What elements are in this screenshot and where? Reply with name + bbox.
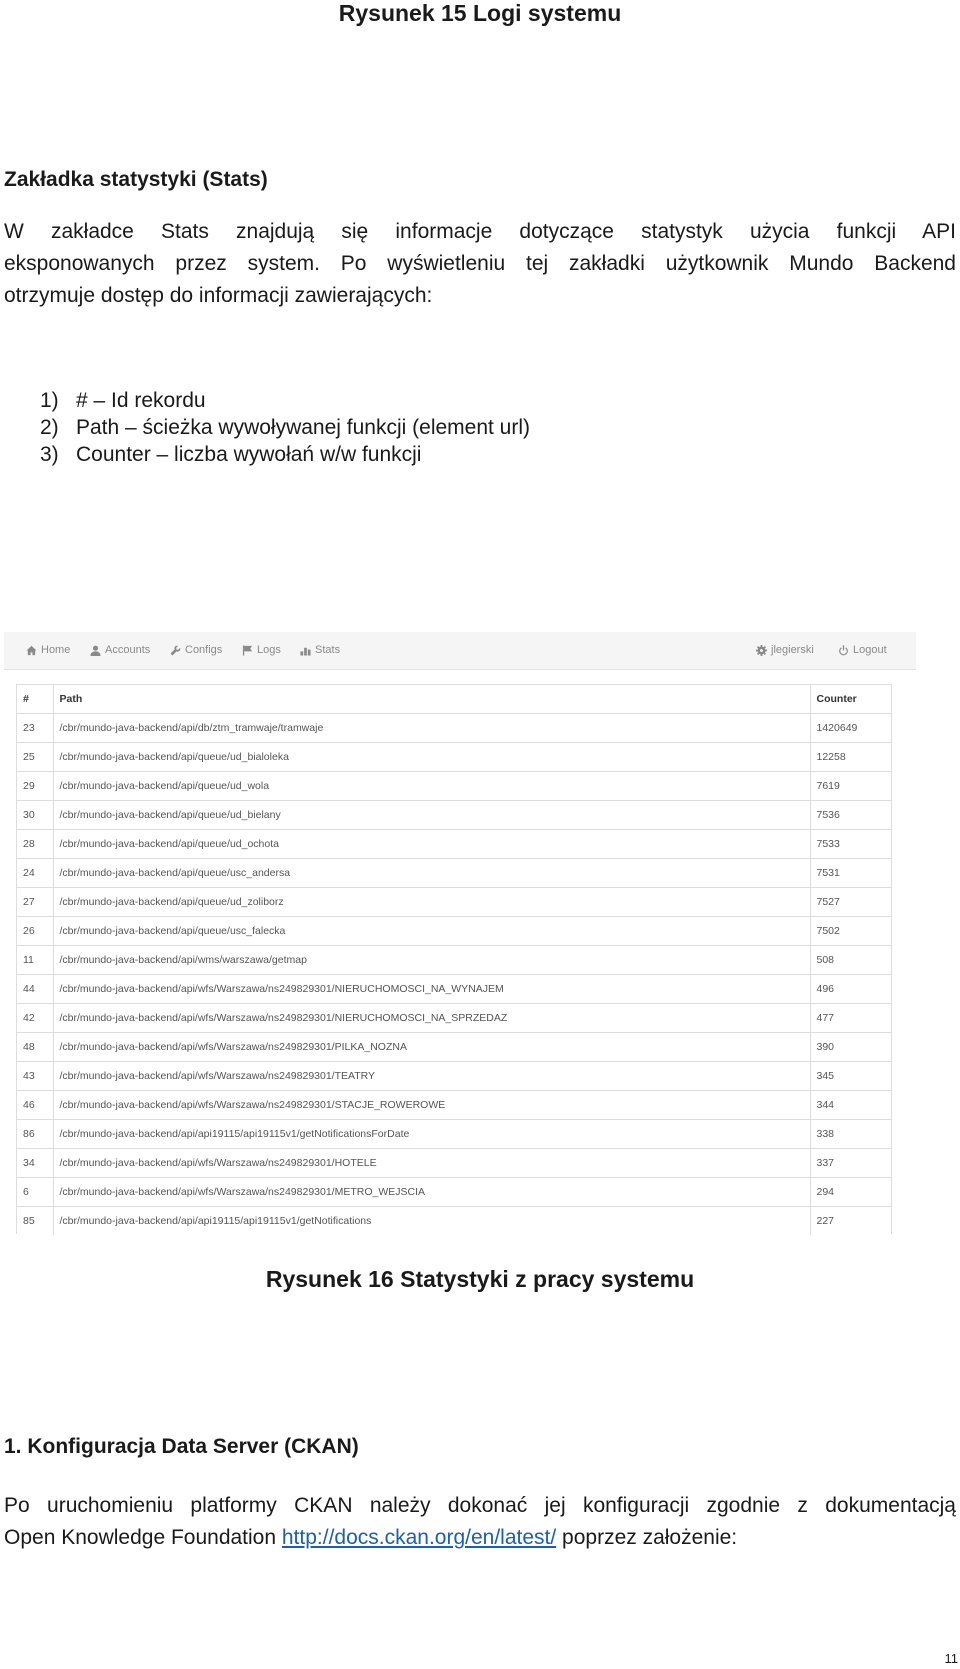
ckan-paragraph-line-2 bbox=[4, 1522, 956, 1554]
row-path-cell: /cbr/mundo-java-backend/api/queue/ud_zoliborz bbox=[53, 887, 810, 916]
user-icon bbox=[90, 645, 101, 656]
table-row bbox=[17, 1148, 891, 1177]
list-item-text: Counter – liczba wywołań w/w funkcji bbox=[76, 443, 422, 466]
row-counter-cell: 7619 bbox=[810, 771, 891, 800]
row-id-cell: 85 bbox=[17, 1206, 53, 1235]
table-header-row bbox=[17, 685, 891, 713]
ckan-docs-link[interactable]: http://docs.ckan.org/en/latest/ bbox=[281, 1526, 557, 1549]
stats-paragraph-line-2: eksponowanych przez system. Po wyświetleniu tej zakładki użytkownik Mundo Backend bbox=[4, 252, 956, 275]
nav-stats[interactable] bbox=[300, 644, 340, 656]
row-counter-cell: 7502 bbox=[810, 916, 891, 945]
bar-chart-icon bbox=[300, 645, 311, 656]
stats-field-list bbox=[40, 387, 530, 468]
row-id-cell: 48 bbox=[17, 1032, 53, 1061]
row-counter-cell: 7533 bbox=[810, 829, 891, 858]
row-path-cell: /cbr/mundo-java-backend/api/db/ztm_tramwaje/tramwaje bbox=[53, 713, 810, 742]
ckan-text-after-link: poprzez założenie: bbox=[556, 1526, 738, 1549]
page-number: 11 bbox=[944, 1651, 958, 1666]
row-id-cell: 23 bbox=[17, 713, 53, 742]
nav-logout[interactable] bbox=[838, 644, 887, 656]
row-path-cell: /cbr/mundo-java-backend/api/wfs/Warszawa/ns249829301/STACJE_ROWEROWE bbox=[53, 1090, 810, 1119]
nav-logs[interactable] bbox=[242, 644, 281, 656]
table-row bbox=[17, 1177, 891, 1206]
figure-15-caption: Rysunek 15 Logi systemu bbox=[338, 0, 622, 26]
list-item-number: 2) bbox=[40, 416, 59, 439]
ckan-paragraph bbox=[4, 1490, 956, 1554]
top-navbar bbox=[4, 632, 916, 670]
list-item bbox=[40, 414, 530, 441]
row-id-cell: 46 bbox=[17, 1090, 53, 1119]
row-counter-cell: 7527 bbox=[810, 887, 891, 916]
ckan-section-heading: 1. Konfiguracja Data Server (CKAN) bbox=[4, 1435, 359, 1458]
table-row bbox=[17, 1003, 891, 1032]
row-path-cell: /cbr/mundo-java-backend/api/queue/ud_bielany bbox=[53, 800, 810, 829]
row-id-cell: 28 bbox=[17, 829, 53, 858]
nav-logs-label: Logs bbox=[257, 644, 281, 656]
row-id-cell: 25 bbox=[17, 742, 53, 771]
flag-icon bbox=[242, 645, 253, 656]
row-counter-cell: 390 bbox=[810, 1032, 891, 1061]
row-path-cell: /cbr/mundo-java-backend/api/queue/usc_andersa bbox=[53, 858, 810, 887]
row-counter-cell: 7531 bbox=[810, 858, 891, 887]
row-path-cell: /cbr/mundo-java-backend/api/wfs/Warszawa/ns249829301/NIERUCHOMOSCI_NA_WYNAJEM bbox=[53, 974, 810, 1003]
row-counter-cell: 344 bbox=[810, 1090, 891, 1119]
column-header-counter[interactable]: Counter bbox=[810, 685, 891, 713]
list-item-number: 3) bbox=[40, 443, 59, 466]
table-row bbox=[17, 1090, 891, 1119]
row-id-cell: 30 bbox=[17, 800, 53, 829]
row-path-cell: /cbr/mundo-java-backend/api/queue/ud_bialoleka bbox=[53, 742, 810, 771]
row-id-cell: 24 bbox=[17, 858, 53, 887]
nav-user-label: jlegierski bbox=[771, 644, 814, 656]
ckan-paragraph-line-1: Po uruchomieniu platformy CKAN należy dokonać jej konfiguracji zgodnie z dokumentacją bbox=[4, 1494, 956, 1517]
nav-logout-label: Logout bbox=[853, 644, 887, 656]
nav-accounts[interactable] bbox=[90, 644, 150, 656]
table-row bbox=[17, 829, 891, 858]
table-row bbox=[17, 742, 891, 771]
stats-section-heading: Zakładka statystyki (Stats) bbox=[4, 168, 268, 191]
nav-configs-label: Configs bbox=[185, 644, 223, 656]
list-item-number: 1) bbox=[40, 389, 59, 412]
list-item-text: Path – ścieżka wywoływanej funkcji (element url) bbox=[76, 416, 531, 439]
row-counter-cell: 337 bbox=[810, 1148, 891, 1177]
row-path-cell: /cbr/mundo-java-backend/api/queue/ud_ochota bbox=[53, 829, 810, 858]
table-row bbox=[17, 887, 891, 916]
row-path-cell: /cbr/mundo-java-backend/api/wfs/Warszawa/ns249829301/TEATRY bbox=[53, 1061, 810, 1090]
nav-home[interactable] bbox=[26, 644, 70, 656]
row-path-cell: /cbr/mundo-java-backend/api/wfs/Warszawa/ns249829301/NIERUCHOMOSCI_NA_SPRZEDAZ bbox=[53, 1003, 810, 1032]
figure-16-caption: Rysunek 16 Statystyki z pracy systemu bbox=[265, 1266, 695, 1292]
row-id-cell: 44 bbox=[17, 974, 53, 1003]
table-row bbox=[17, 1206, 891, 1235]
table-row bbox=[17, 916, 891, 945]
table-row bbox=[17, 945, 891, 974]
row-counter-cell: 345 bbox=[810, 1061, 891, 1090]
row-id-cell: 6 bbox=[17, 1177, 53, 1206]
row-counter-cell: 12258 bbox=[810, 742, 891, 771]
row-path-cell: /cbr/mundo-java-backend/api/wfs/Warszawa/ns249829301/METRO_WEJSCIA bbox=[53, 1177, 810, 1206]
column-header-path[interactable]: Path bbox=[53, 685, 810, 713]
row-counter-cell: 7536 bbox=[810, 800, 891, 829]
stats-paragraph-line-1: W zakładce Stats znajdują się informacje dotyczące statystyk użycia funkcji API bbox=[4, 220, 956, 243]
row-counter-cell: 1420649 bbox=[810, 713, 891, 742]
list-item-text: # – Id rekordu bbox=[76, 389, 206, 412]
table-row bbox=[17, 1119, 891, 1148]
row-id-cell: 42 bbox=[17, 1003, 53, 1032]
row-path-cell: /cbr/mundo-java-backend/api/queue/ud_wola bbox=[53, 771, 810, 800]
nav-accounts-label: Accounts bbox=[105, 644, 151, 656]
ckan-text-before-link: Open Knowledge Foundation bbox=[4, 1526, 282, 1549]
row-counter-cell: 227 bbox=[810, 1206, 891, 1235]
table-row bbox=[17, 1061, 891, 1090]
column-header-id[interactable]: # bbox=[23, 692, 29, 705]
row-counter-cell: 294 bbox=[810, 1177, 891, 1206]
nav-home-label: Home bbox=[41, 644, 71, 656]
list-item bbox=[40, 441, 530, 468]
stats-screenshot bbox=[4, 632, 916, 1234]
row-counter-cell: 508 bbox=[810, 945, 891, 974]
home-icon bbox=[26, 645, 37, 656]
list-item bbox=[40, 387, 530, 414]
table-row bbox=[17, 974, 891, 1003]
row-id-cell: 26 bbox=[17, 916, 53, 945]
power-icon bbox=[838, 645, 849, 656]
stats-paragraph bbox=[4, 216, 956, 312]
nav-stats-label: Stats bbox=[315, 644, 341, 656]
row-path-cell: /cbr/mundo-java-backend/api/wms/warszawa/getmap bbox=[53, 945, 810, 974]
row-id-cell: 11 bbox=[17, 945, 53, 974]
row-path-cell: /cbr/mundo-java-backend/api/wfs/Warszawa/ns249829301/PILKA_NOZNA bbox=[53, 1032, 810, 1061]
nav-user[interactable] bbox=[756, 644, 814, 656]
row-counter-cell: 338 bbox=[810, 1119, 891, 1148]
table-row bbox=[17, 858, 891, 887]
row-counter-cell: 477 bbox=[810, 1003, 891, 1032]
row-path-cell: /cbr/mundo-java-backend/api/api19115/api19115v1/getNotificationsForDate bbox=[53, 1119, 810, 1148]
stats-table-container bbox=[16, 684, 892, 1234]
stats-paragraph-line-3: otrzymuje dostęp do informacji zawierających: bbox=[4, 284, 433, 307]
row-id-cell: 27 bbox=[17, 887, 53, 916]
table-row bbox=[17, 771, 891, 800]
row-path-cell: /cbr/mundo-java-backend/api/api19115/api19115v1/getNotifications bbox=[53, 1206, 810, 1235]
table-row bbox=[17, 800, 891, 829]
row-id-cell: 86 bbox=[17, 1119, 53, 1148]
row-id-cell: 43 bbox=[17, 1061, 53, 1090]
stats-table bbox=[17, 685, 891, 1235]
row-id-cell: 29 bbox=[17, 771, 53, 800]
row-id-cell: 34 bbox=[17, 1148, 53, 1177]
row-path-cell: /cbr/mundo-java-backend/api/wfs/Warszawa/ns249829301/HOTELE bbox=[53, 1148, 810, 1177]
wrench-icon bbox=[170, 645, 181, 656]
stats-table-body bbox=[17, 713, 891, 1235]
row-counter-cell: 496 bbox=[810, 974, 891, 1003]
nav-configs[interactable] bbox=[170, 644, 222, 656]
row-path-cell: /cbr/mundo-java-backend/api/queue/usc_falecka bbox=[53, 916, 810, 945]
gear-icon bbox=[756, 645, 767, 656]
table-row bbox=[17, 713, 891, 742]
table-row bbox=[17, 1032, 891, 1061]
